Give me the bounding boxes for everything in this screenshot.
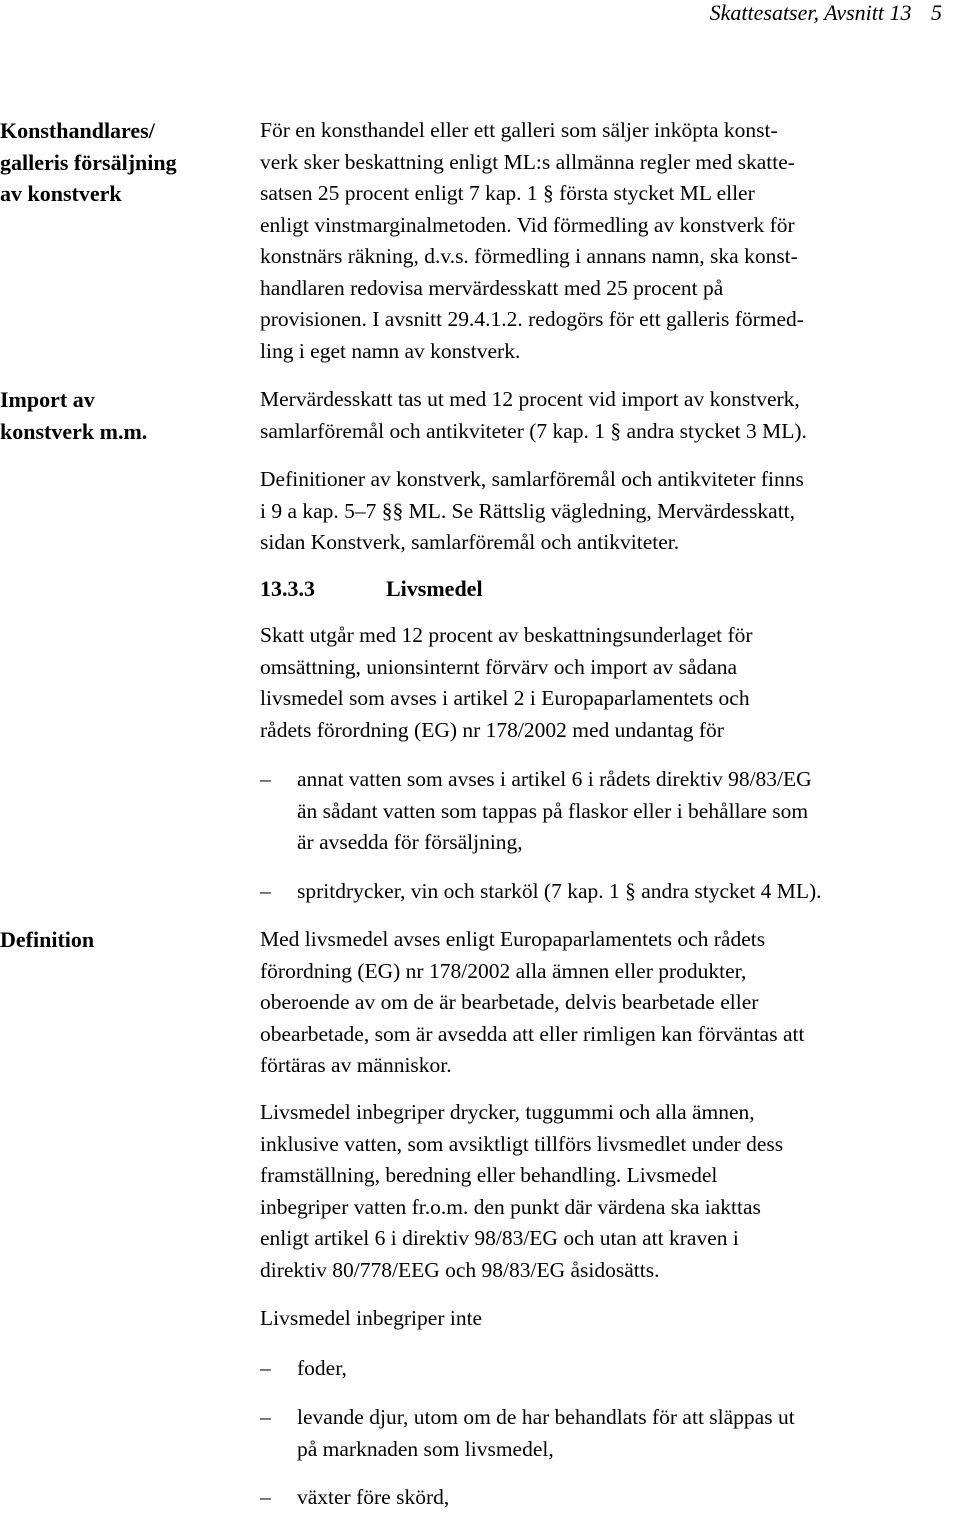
text-line: framställning, beredning eller behandling. Livsmedel (260, 1163, 718, 1187)
text-line: Livsmedel inbegriper drycker, tuggummi och alla ämnen, (260, 1100, 755, 1124)
dash-bullet: – (260, 1485, 271, 1509)
text-line: foder, (297, 1356, 347, 1380)
text-line: spritdrycker, vin och starköl (7 kap. 1 § andra stycket 4 ML). (297, 879, 822, 903)
page-number: 5 (931, 0, 942, 25)
margin-note-line: konstverk m.m. (0, 418, 148, 444)
margin-note-line: galleris försäljning (0, 149, 177, 175)
paragraph-konsthandel (260, 115, 957, 367)
text-line: Livsmedel inbegriper inte (260, 1306, 483, 1330)
dash-bullet: – (260, 1405, 271, 1429)
text-line: i 9 a kap. 5–7 §§ ML. Se Rättslig vägledning, Mervärdesskatt, (260, 498, 796, 523)
margin-note-konsthandel (0, 115, 240, 210)
paragraph-skatt (260, 620, 957, 746)
text-line: annat vatten som avses i artikel 6 i rådets direktiv 98/83/EG (297, 767, 812, 791)
text-line: handlaren redovisa mervärdesskatt med 25 procent på (260, 275, 724, 300)
text-line: Definitioner av konstverk, samlarföremål och antikviteter finns (260, 467, 804, 491)
text-line: samlarföremål och antikviteter (7 kap. 1 § andra stycket 3 ML). (260, 418, 807, 443)
text-line: inbegriper vatten fr.o.m. den punkt där värdena ska iakttas (260, 1194, 761, 1219)
dash-bullet: – (260, 1356, 271, 1380)
text-line: satsen 25 procent enligt 7 kap. 1 § första stycket ML eller (260, 181, 755, 205)
list-item-undantag (260, 876, 957, 908)
text-line: För en konsthandel eller ett galleri som säljer inköpta konst- (260, 118, 778, 142)
text-line: levande djur, utom om de har behandlats för att släppas ut (297, 1405, 795, 1429)
text-line: Skatt utgår med 12 procent av beskattningsunderlaget för (260, 623, 753, 647)
text-line: verk sker beskattning enligt ML:s allmänna regler med skatte- (260, 149, 795, 174)
text-line: rådets förordning (EG) nr 178/2002 med undantag för (260, 717, 724, 742)
text-line: än sådant vatten som tappas på flaskor eller i behållare som (297, 798, 809, 823)
paragraph-inbegriper-inte (260, 1303, 957, 1335)
text-line: Mervärdesskatt tas ut med 12 procent vid import av konstverk, (260, 387, 800, 411)
text-line: livsmedel som avses i artikel 2 i Europaparlamentets och (260, 686, 750, 710)
margin-note-line: Definition (0, 927, 95, 952)
paragraph-import (260, 384, 957, 447)
text-line: konstnärs räkning, d.v.s. förmedling i annans namn, ska konst- (260, 244, 798, 268)
paragraph-inbegriper (260, 1097, 957, 1286)
text-line: enligt artikel 6 i direktiv 98/83/EG och utan att kraven i (260, 1226, 739, 1250)
text-line: ling i eget namn av konstverk. (260, 338, 521, 363)
text-line: förordning (EG) nr 178/2002 alla ämnen eller produkter, (260, 958, 747, 983)
list-item-exclusion (260, 1402, 957, 1465)
list-item-exclusion (260, 1353, 957, 1385)
text-line: inklusive vatten, som avsiktligt tillförs livsmedlet under dess (260, 1131, 784, 1156)
section-heading (260, 573, 957, 605)
paragraph-med-livsmedel (260, 924, 957, 1082)
margin-note-definition (0, 924, 240, 956)
text-line: obearbetade, som är avsedda att eller rimligen kan förväntas att (260, 1021, 805, 1046)
text-line: förtäras av människor. (260, 1053, 452, 1077)
dash-bullet: – (260, 879, 271, 903)
text-line: enligt vinstmarginalmetoden. Vid förmedling av konstverk för (260, 212, 795, 237)
list-item-exclusion (260, 1482, 957, 1514)
text-line: provisionen. I avsnitt 29.4.1.2. redogörs för ett galleris förmed- (260, 307, 804, 331)
list-item-undantag (260, 764, 957, 859)
text-line: Med livsmedel avses enligt Europaparlamentets och rådets (260, 927, 766, 951)
margin-note-line: Konsthandlares/ (0, 118, 155, 143)
text-line: oberoende av om de är bearbetade, delvis bearbetade eller (260, 990, 759, 1014)
section-number: 13.3.3 (260, 576, 315, 601)
text-line: växter före skörd, (297, 1485, 450, 1509)
running-header (710, 0, 942, 26)
margin-note-line: Import av (0, 387, 95, 412)
dash-bullet: – (260, 767, 271, 791)
section-title: Livsmedel (386, 576, 483, 601)
paragraph-definitioner (260, 464, 957, 559)
text-line: är avsedda för försäljning, (297, 830, 523, 854)
margin-note-line: av konstverk (0, 181, 122, 206)
running-title: Skattesatser, Avsnitt 13 (709, 0, 912, 25)
text-line: direktiv 80/778/EEG och 98/83/EG åsidosätts. (260, 1257, 660, 1282)
text-line: omsättning, unionsinternt förvärv och import av sådana (260, 654, 738, 679)
text-line: på marknaden som livsmedel, (297, 1436, 554, 1461)
margin-note-import (0, 384, 240, 447)
text-line: sidan Konstverk, samlarföremål och antikviteter. (260, 530, 680, 554)
